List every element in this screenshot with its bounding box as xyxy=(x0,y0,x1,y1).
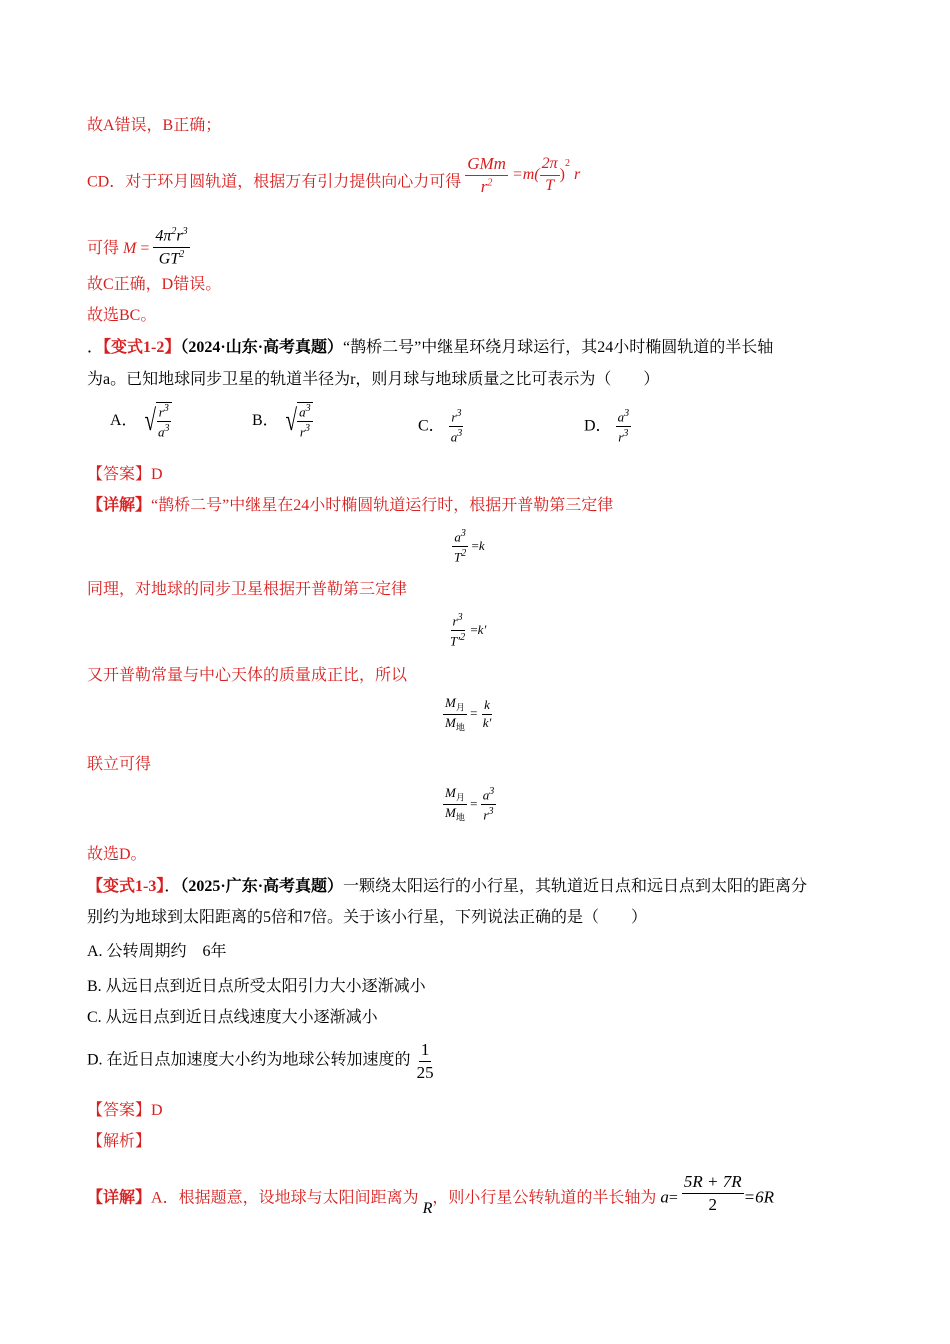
two-pi: 2π xyxy=(540,155,560,175)
detail-2 xyxy=(87,1172,775,1220)
choice-b[interactable]: B. 从远日点到近日点所受太阳引力大小逐渐减小 xyxy=(87,978,426,995)
v12-q2: 为a。已知地球同步卫星的轨道半径为r，则月球与地球质量之比可表示为（ ） xyxy=(87,371,660,388)
s2j: 2 xyxy=(460,632,466,644)
r-num: r xyxy=(176,227,183,245)
detail-1-text: “鹊桥二号”中继星在24小时椭圆轨道运行时，根据开普勒第三定律 xyxy=(151,497,614,514)
eq-m: =m( xyxy=(511,165,540,183)
Mm2: M xyxy=(445,785,456,801)
gmm: GMm xyxy=(465,154,508,176)
T-den: T xyxy=(545,176,555,194)
earth2: 地 xyxy=(455,812,465,823)
variant-1-3-question xyxy=(87,877,807,896)
T1: T xyxy=(454,549,462,565)
detail-1 xyxy=(87,496,613,515)
frac-1-25 xyxy=(415,1040,436,1082)
a3: a xyxy=(450,429,458,445)
a4: a xyxy=(617,409,625,425)
k1: k xyxy=(478,537,485,553)
Tp: T′ xyxy=(450,633,461,649)
sup-2c: 2 xyxy=(171,226,177,237)
earth1: 地 xyxy=(455,722,465,733)
sqrt-r3-a3: √ $\frac{r^3}{a^3}$ xyxy=(144,403,170,440)
kp1: k′ xyxy=(477,621,487,637)
s3f: 3 xyxy=(457,428,463,440)
moon2: 月 xyxy=(455,792,465,803)
v13-q1: 一颗绕太阳运行的小行星，其轨道近日点和远日点到太阳的距离分 xyxy=(343,878,808,895)
option-d[interactable] xyxy=(584,408,631,446)
moon1: 月 xyxy=(455,702,465,713)
s3j: 3 xyxy=(457,612,463,623)
v12-q1: “鹊桥二号”中继星环绕月球运行，其24小时椭圆轨道的半长轴 xyxy=(343,339,774,356)
choice-d[interactable] xyxy=(87,1040,436,1082)
kp2: k′ xyxy=(482,714,492,730)
detail-2-text: A．根据题意，设地球与太阳间距离为 xyxy=(151,1189,419,1207)
M-sym: M xyxy=(123,239,137,257)
opt-d-label: D． xyxy=(584,417,612,435)
cd-text: CD．对于环月圆轨道，根据万有引力提供向心力可得 xyxy=(87,173,462,191)
v13-q2: 别约为地球到太阳距离的5倍和7倍。关于该小行星，下列说法正确的是（ ） xyxy=(87,909,648,926)
line-same: 同理，对地球的同步卫星根据开普勒第三定律 xyxy=(87,581,408,598)
eq4: = xyxy=(470,795,478,811)
s3: 3 xyxy=(163,403,169,414)
sqrt-a3-r3: √ $\frac{a^3}{r^3}$ xyxy=(285,403,311,440)
twentyfive: 25 xyxy=(416,1062,434,1082)
s3g: 3 xyxy=(624,408,630,419)
five-seven-R: 5R + 7R xyxy=(682,1172,744,1194)
eq-mass-ratio-2 xyxy=(443,786,496,824)
a-sym: a xyxy=(660,1187,669,1207)
s3e: 3 xyxy=(456,408,462,419)
detail-2-tag: 【详解】 xyxy=(87,1189,152,1207)
analysis-tag: 【解析】 xyxy=(87,1133,152,1150)
r5: r xyxy=(452,613,458,629)
frac-semi-major xyxy=(682,1172,744,1214)
line-combine: 联立可得 xyxy=(87,756,152,773)
a2: a xyxy=(299,404,306,420)
r-end: r xyxy=(573,165,581,183)
v13-source: （2025·广东·高考真题） xyxy=(180,878,344,895)
eq3: = xyxy=(470,705,478,721)
gravity-fraction xyxy=(465,154,508,196)
Me1: M xyxy=(445,714,456,730)
detail-2-text-b: ，则小行星公转轨道的半长轴为 xyxy=(432,1189,657,1207)
answer-1: 【答案】D xyxy=(87,466,163,483)
sup-two: 2 xyxy=(487,176,493,188)
option-b[interactable] xyxy=(252,402,313,441)
eq-kepler-2 xyxy=(448,612,486,650)
r: r xyxy=(158,404,164,420)
option-c[interactable] xyxy=(418,408,464,446)
r4: r xyxy=(618,429,624,445)
s3i: 3 xyxy=(460,528,466,539)
choice-c[interactable]: C. 从远日点到近日点线速度大小逐渐减小 xyxy=(87,1009,378,1026)
sup-2d: 2 xyxy=(179,248,185,260)
s2i: 2 xyxy=(461,548,467,560)
line-choose-bc: 故选BC。 xyxy=(87,307,157,324)
frac-a3-r3 xyxy=(616,408,632,446)
s3b: 3 xyxy=(164,423,170,435)
Mm1: M xyxy=(445,695,456,710)
frac-r3-a3 xyxy=(449,408,465,446)
answer-2: 【答案】D xyxy=(87,1102,163,1119)
omega-fraction xyxy=(540,155,560,195)
line-a-wrong: 故A错误，B正确； xyxy=(87,117,222,134)
six-R: =6R xyxy=(743,1187,775,1207)
v12-dot: ． xyxy=(87,339,104,356)
a: a xyxy=(158,424,165,440)
eq1: = xyxy=(471,537,479,553)
r2: r xyxy=(299,424,305,440)
line-cd xyxy=(87,154,581,204)
r3: r xyxy=(451,409,457,425)
s3h: 3 xyxy=(623,428,629,440)
choice-d-text: D. 在近日点加速度大小约为地球公转加速度的 xyxy=(87,1051,411,1069)
v12-tag: 【变式1-2】 xyxy=(103,339,181,356)
eq5: = xyxy=(668,1189,678,1207)
R-sym: R xyxy=(422,1199,433,1217)
mass-text: 可得 xyxy=(87,239,120,257)
eq-mass-ratio-1 xyxy=(443,696,493,733)
den-two: 2 xyxy=(708,1194,718,1214)
option-a[interactable] xyxy=(110,402,172,441)
s3l: 3 xyxy=(488,806,494,818)
close-paren: ) xyxy=(559,165,565,183)
v13-tag: 【变式1-3】 xyxy=(87,878,165,895)
variant-1-2-question xyxy=(87,338,773,357)
line-mass xyxy=(87,228,190,270)
s3k: 3 xyxy=(489,786,495,797)
opt-c-label: C． xyxy=(418,417,445,435)
line-also: 又开普勒常量与中心天体的质量成正比，所以 xyxy=(87,667,408,684)
sup-two-b: 2 xyxy=(564,158,570,170)
v12-source: （2024·山东·高考真题） xyxy=(180,339,344,356)
sup-3: 3 xyxy=(182,226,188,237)
r6: r xyxy=(483,807,489,823)
mass-fraction xyxy=(153,226,189,268)
line-choose-d: 故选D。 xyxy=(87,846,147,863)
a5: a xyxy=(454,529,461,545)
detail-1-tag: 【详解】 xyxy=(87,497,152,514)
k2: k xyxy=(482,698,492,715)
s3d: 3 xyxy=(304,423,310,435)
v13-dot: ． xyxy=(164,878,181,895)
eq-sign: = xyxy=(140,239,150,257)
opt-a-label: A． xyxy=(110,411,138,429)
a6: a xyxy=(482,787,490,803)
opt-b-label: B． xyxy=(252,411,279,429)
GT: GT xyxy=(158,250,180,268)
choice-a[interactable]: A. 公转周期约 6年 xyxy=(87,943,227,960)
one: 1 xyxy=(419,1040,432,1062)
eq2: = xyxy=(470,621,478,637)
eq-kepler-1 xyxy=(452,528,485,566)
r-den: r xyxy=(480,176,488,196)
four-pi: 4π xyxy=(155,227,172,245)
line-c-right: 故C正确，D错误。 xyxy=(87,276,222,293)
Me2: M xyxy=(445,805,456,821)
s3c: 3 xyxy=(305,403,311,414)
